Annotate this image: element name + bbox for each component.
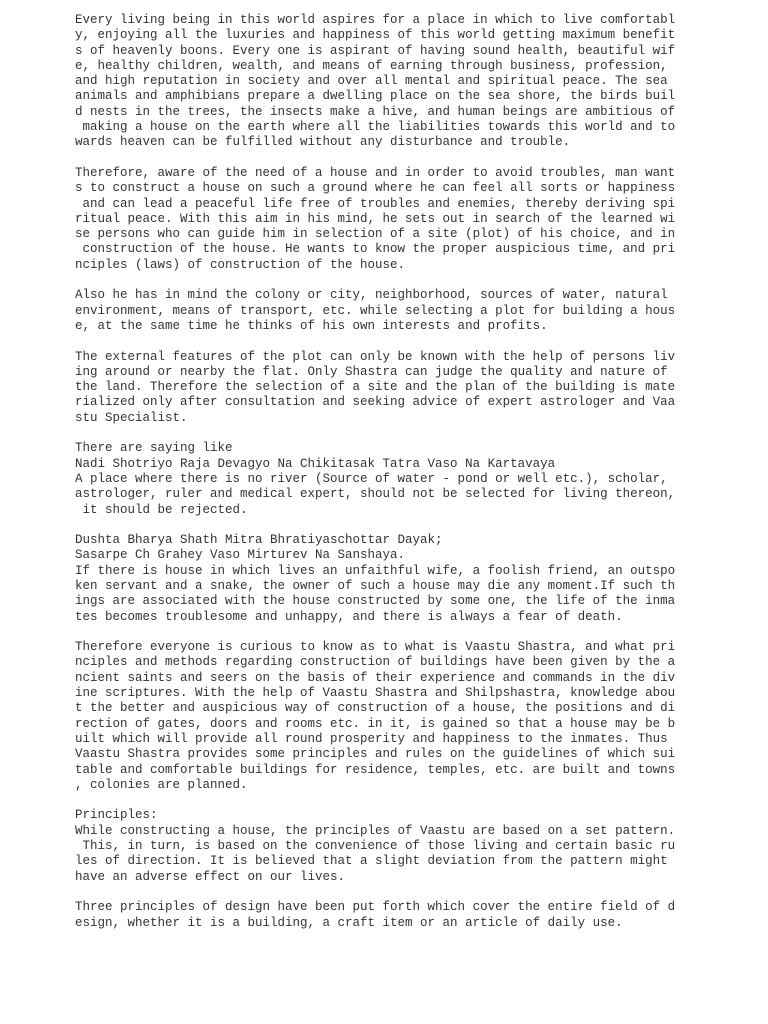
text-line: construction of the house. He wants to know the proper auspicious time, and pri — [75, 242, 676, 257]
text-line: Sasarpe Ch Grahey Vaso Mirturev Na Sanshaya. — [75, 548, 406, 563]
text-line: Nadi Shotriyo Raja Devagyo Na Chikitasak Tatra Vaso Na Kartavaya — [75, 456, 556, 471]
paragraph-saying-wife — [75, 533, 755, 625]
text-line: If there is house in which lives an unfaithful wife, a foolish friend, an outspo — [75, 563, 676, 578]
text-line: and can lead a peaceful life free of troubles and enemies, thereby deriving spi — [75, 196, 676, 211]
paragraph-intro — [75, 13, 755, 151]
text-line: it should be rejected. — [75, 502, 248, 517]
paragraph-saying-river — [75, 441, 755, 517]
paragraph-colony — [75, 288, 755, 334]
text-line: nciples (laws) of construction of the house. — [75, 257, 406, 272]
section-heading: Principles: — [75, 808, 158, 823]
text-line: There are saying like — [75, 441, 233, 456]
text-line: wards heaven can be fulfilled without any disturbance and trouble. — [75, 135, 571, 150]
paragraph-three-principles — [75, 900, 755, 931]
text-line: astrologer, ruler and medical expert, should not be selected for living thereon, — [75, 487, 676, 502]
text-line: ing around or nearby the flat. Only Shastra can judge the quality and nature of — [75, 364, 668, 379]
text-line: Vaastu Shastra provides some principles and rules on the guidelines of which sui — [75, 747, 676, 762]
text-line: Every living being in this world aspires for a place in which to live comfortabl — [75, 13, 676, 27]
text-line: Three principles of design have been put forth which cover the entire field of d — [75, 900, 676, 915]
text-line: Therefore everyone is curious to know as to what is Vaastu Shastra, and what pri — [75, 640, 676, 655]
text-line: se persons who can guide him in selection of a site (plot) of his choice, and in — [75, 227, 676, 242]
text-line: les of direction. It is believed that a slight deviation from the pattern might — [75, 854, 668, 869]
text-line: Also he has in mind the colony or city, neighborhood, sources of water, natural — [75, 288, 668, 303]
text-line: y, enjoying all the luxuries and happiness of this world getting maximum benefit — [75, 28, 676, 43]
text-line: the land. Therefore the selection of a site and the plan of the building is mate — [75, 380, 676, 395]
text-line: and high reputation in society and over all mental and spiritual peace. The sea — [75, 74, 668, 89]
text-line: s of heavenly boons. Every one is aspirant of having sound health, beautiful wif — [75, 43, 676, 58]
text-line: ken servant and a snake, the owner of such a house may die any moment.If such th — [75, 578, 676, 593]
text-line: d nests in the trees, the insects make a hive, and human beings are ambitious of — [75, 104, 676, 119]
text-line: , colonies are planned. — [75, 777, 248, 792]
text-line: uilt which will provide all round prosperity and happiness to the inmates. Thus — [75, 731, 668, 746]
text-line: nciples and methods regarding construction of buildings have been given by the a — [75, 655, 676, 670]
text-line: Dushta Bharya Shath Mitra Bhratiyaschottar Dayak; — [75, 533, 443, 548]
text-line: ings are associated with the house constructed by some one, the life of the inma — [75, 594, 676, 609]
text-line: esign, whether it is a building, a craft item or an article of daily use. — [75, 915, 623, 930]
text-line: The external features of the plot can only be known with the help of persons liv — [75, 349, 676, 364]
text-line: environment, means of transport, etc. while selecting a plot for building a hous — [75, 303, 676, 318]
text-line: ncient saints and seers on the basis of their experience and commands in the div — [75, 670, 676, 685]
paragraph-vaastu-shastra — [75, 640, 755, 793]
paragraph-principles — [75, 808, 755, 884]
text-line: have an adverse effect on our lives. — [75, 869, 346, 884]
text-line: rialized only after consultation and seeking advice of expert astrologer and Vaa — [75, 395, 676, 410]
text-line: ritual peace. With this aim in his mind, he sets out in search of the learned wi — [75, 211, 676, 226]
text-line: animals and amphibians prepare a dwelling place on the sea shore, the birds buil — [75, 89, 676, 104]
text-line: Therefore, aware of the need of a house and in order to avoid troubles, man want — [75, 165, 676, 180]
text-line: t the better and auspicious way of construction of a house, the positions and di — [75, 701, 676, 716]
text-line: A place where there is no river (Source of water - pond or well etc.), scholar, — [75, 471, 668, 486]
text-line: This, in turn, is based on the convenience of those living and certain basic ru — [75, 839, 676, 854]
text-line: e, at the same time he thinks of his own interests and profits. — [75, 318, 548, 333]
text-line: While constructing a house, the principles of Vaastu are based on a set pattern. — [75, 823, 676, 838]
paragraph-need-of-house — [75, 166, 755, 273]
text-line: table and comfortable buildings for residence, temples, etc. are built and towns — [75, 762, 676, 777]
text-line: rection of gates, doors and rooms etc. in it, is gained so that a house may be b — [75, 716, 676, 731]
text-line: ine scriptures. With the help of Vaastu Shastra and Shilpshastra, knowledge abou — [75, 686, 676, 701]
text-line: e, healthy children, wealth, and means of earning through business, profession, — [75, 58, 668, 73]
text-line: stu Specialist. — [75, 410, 188, 425]
paragraph-external-features — [75, 350, 755, 426]
text-line: s to construct a house on such a ground where he can feel all sorts or happiness — [75, 181, 676, 196]
text-line: tes becomes troublesome and unhappy, and there is always a fear of death. — [75, 609, 623, 624]
text-line: making a house on the earth where all the liabilities towards this world and to — [75, 120, 676, 135]
document-body — [75, 13, 755, 946]
